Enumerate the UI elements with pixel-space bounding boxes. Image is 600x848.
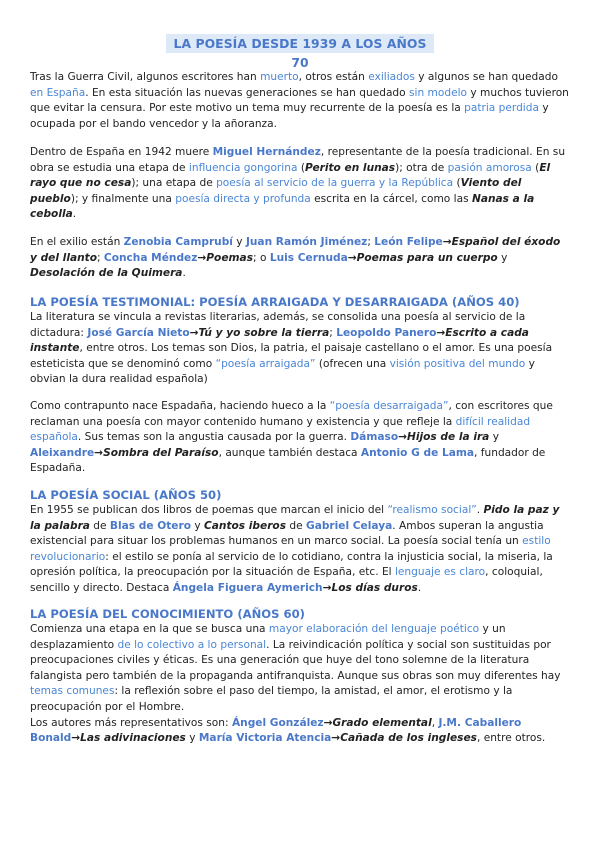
work-title: Escrito a cada instante xyxy=(30,326,529,355)
work-title: Poemas para un cuerpo xyxy=(356,251,498,264)
arrow-icon: → xyxy=(71,732,81,745)
highlight-exiliados: exiliados xyxy=(368,71,415,83)
author-name: María Victoria Atencia xyxy=(198,732,332,745)
work-title: Sombra del Paraíso xyxy=(103,446,219,459)
highlight-muerto: muerto xyxy=(260,71,299,83)
conocimiento-paragraph: Comienza una etapa en la que se busca una mayor elaboración del lenguaje poético y un desplazamiento de lo colectivo a lo personal. La reivindicación política y social son sustituidas por preocupaciones civiles y éticas. Es una generación que huye del tono solemne de la literatura falangista pero también de la propaganda antifranquista. Aunque sus obras son muy diferentes hay temas comunes: la reflexión sobre el paso del tiempo, la amistad, el amor, el erotismo y la preocupación por el Hombre. Los autores más representativos son: Ángel González→Grado elemental, J.M. Caballero Bonald→Las adivinaciones y María Victoria Atencia→Cañada de los ingleses, entre otros. xyxy=(30,623,561,745)
testimonial-paragraph-2: Como contrapunto nace Espadaña, haciendo hueco a la “poesía desarraigada”, con escritores que reclaman una poesía con mayor contenido humano y existencia y que refleje la difícil realidad española. Sus temas son la angustia causada por la guerra. Dámaso→Hijos de la ira y Aleixandre→Sombra del Paraíso, aunque también destaca Antonio G de Lama, fundador de Espadaña. xyxy=(30,400,553,475)
intro-paragraph: Tras la Guerra Civil, algunos escritores han muerto, otros están exiliados y algunos se han quedado en España. En esta situación las nuevas generaciones se han quedado sin modelo y muchos tuvieron que evitar la censura. Por este motivo un tema muy recurrente de la poesía es la patria perdida y ocupada por el bando vencedor y la añoranza. xyxy=(30,71,569,130)
author-name: Ángel González xyxy=(231,716,324,729)
arrow-icon: → xyxy=(398,431,407,444)
arrow-icon: → xyxy=(189,326,199,339)
highlight-temas-comunes: temas comunes xyxy=(30,685,115,698)
highlight-en-espana: en España xyxy=(30,86,86,99)
social-paragraph: En 1955 se publican dos libros de poemas que marcan el inicio del “realismo social”. Pido la paz y la palabra de Blas de Otero y Cantos iberos de Gabriel Celaya. Ambos superan la angustia existencial para situar los problemas humanos en un marco social. La poesía social tenía un estilo revolucionario: el estilo se ponía al servicio de lo cotidiano, contra la injusticia social, la miseria, la opresión política, la preocupación por la situación de España, etc. El lenguaje es claro, coloquial, sencillo y directo. Destaca Ángela Figuera Aymerich→Los días duros. xyxy=(30,504,560,594)
work-title: Cantos iberos xyxy=(204,519,287,532)
highlight-poesia-desarraigada: “poesía desarraigada” xyxy=(329,400,449,412)
work-title: Desolación de la Quimera xyxy=(30,267,183,280)
author-miguel-hernandez: Miguel Hernández xyxy=(212,146,321,158)
page-title: LA POESÍA DESDE 1939 A LOS AÑOS 70 xyxy=(166,34,434,53)
arrow-icon: → xyxy=(323,716,333,729)
work-title: Pido la paz y la palabra xyxy=(30,504,560,532)
author-name: Concha Méndez xyxy=(103,251,198,264)
highlight-patria-perdida: patria perdida xyxy=(464,102,539,115)
work-title: El rayo que no cesa xyxy=(30,161,551,190)
author-name: Juan Ramón Jiménez xyxy=(245,236,368,248)
arrow-icon: → xyxy=(197,251,207,264)
author-name: Luis Cernuda xyxy=(269,251,348,264)
author-name: J.M. Caballero Bonald xyxy=(30,716,522,745)
highlight-influencia-gongorina: influencia gongorina xyxy=(188,161,298,174)
highlight-poesia-directa: poesía directa y profunda xyxy=(175,192,311,205)
work-title: Cañada de los ingleses xyxy=(340,732,477,745)
highlight-dificil-realidad: difícil realidad española xyxy=(30,415,531,444)
author-name: Antonio G de Lama xyxy=(360,446,475,459)
highlight-poesia-arraigada: “poesía arraigada” xyxy=(215,357,316,370)
arrow-icon: → xyxy=(331,732,341,745)
work-title: Viento del pueblo xyxy=(30,177,522,205)
highlight-lenguaje-claro: lenguaje es claro xyxy=(394,566,486,579)
author-name: Blas de Otero xyxy=(109,519,191,532)
author-name: Leopoldo Panero xyxy=(336,326,437,339)
highlight-sin-modelo: sin modelo xyxy=(409,86,468,99)
author-name: Dámaso xyxy=(350,431,399,444)
author-name: Zenobia Camprubí xyxy=(123,236,233,248)
work-title: Las adivinaciones xyxy=(80,732,186,745)
arrow-icon: → xyxy=(436,326,446,339)
work-title: Poemas xyxy=(206,251,254,264)
section-heading-testimonial: LA POESÍA TESTIMONIAL: POESÍA ARRAIGADA Y DESARRAIGADA (AÑOS 40) xyxy=(30,295,520,309)
work-title: Español del éxodo y del llanto xyxy=(30,236,561,264)
work-title: Perito en lunas xyxy=(304,161,396,174)
highlight-colectivo-personal: de lo colectivo a lo personal xyxy=(117,638,267,651)
author-name: Aleixandre xyxy=(30,446,95,459)
highlight-elaboracion-lenguaje: mayor elaboración del lenguaje poético xyxy=(268,623,480,635)
author-name: Ángela Figuera Aymerich xyxy=(172,581,323,594)
highlight-poesia-guerra: poesía al servicio de la guerra y la República xyxy=(216,177,454,190)
highlight-vision-positiva: visión positiva del mundo xyxy=(389,357,526,370)
arrow-icon: → xyxy=(442,236,452,248)
arrow-icon: → xyxy=(94,446,104,459)
work-title: Los días duros xyxy=(331,581,418,594)
section-heading-conocimiento: LA POESÍA DEL CONOCIMIENTO (AÑOS 60) xyxy=(30,607,305,621)
section-heading-social: LA POESÍA SOCIAL (AÑOS 50) xyxy=(30,488,222,502)
work-title: Grado elemental xyxy=(332,716,432,729)
arrow-icon: → xyxy=(347,251,357,264)
highlight-realismo-social: “realismo social” xyxy=(387,504,477,516)
author-name: Gabriel Celaya xyxy=(306,519,393,532)
testimonial-paragraph-1: La literatura se vincula a revistas literarias, además, se consolida una poesía al servicio de la dictadura: José García Nieto→Tú y yo sobre la tierra; Leopoldo Panero→Escrito a cada instante, entre otros. Los temas son Dios, la patria, el paisaje castellano o el amor. Es una poesía esteticista que se denominó como “poesía arraigada” (ofrecen una visión positiva del mundo y obvian la dura realidad española) xyxy=(30,311,553,386)
work-title: Hijos de la ira xyxy=(407,431,490,444)
arrow-icon: → xyxy=(322,581,332,594)
exilio-paragraph: En el exilio están Zenobia Camprubí y Juan Ramón Jiménez; León Felipe→Español del éxodo y del llanto; Concha Méndez→Poemas; o Luis Cernuda→Poemas para un cuerpo y Desolación de la Quimera. xyxy=(30,236,561,280)
author-name: José García Nieto xyxy=(87,326,190,339)
highlight-pasion-amorosa: pasión amorosa xyxy=(447,161,532,174)
highlight-estilo-revolucionario: estilo revolucionario xyxy=(30,535,551,563)
hernandez-paragraph: Dentro de España en 1942 muere Miguel Hernández, representante de la poesía tradicional. En su obra se estudia una etapa de influencia gongorina (Perito en lunas); otra de pasión amorosa (El rayo que no cesa); una etapa de poesía al servicio de la guerra y la República (Viento del pueblo); y finalmente una poesía directa y profunda escrita en la cárcel, como las Nanas a la cebolla. xyxy=(30,146,566,221)
work-title: Tú y yo sobre la tierra xyxy=(198,326,330,339)
work-title: Nanas a la cebolla xyxy=(30,192,535,221)
author-name: León Felipe xyxy=(374,236,443,248)
